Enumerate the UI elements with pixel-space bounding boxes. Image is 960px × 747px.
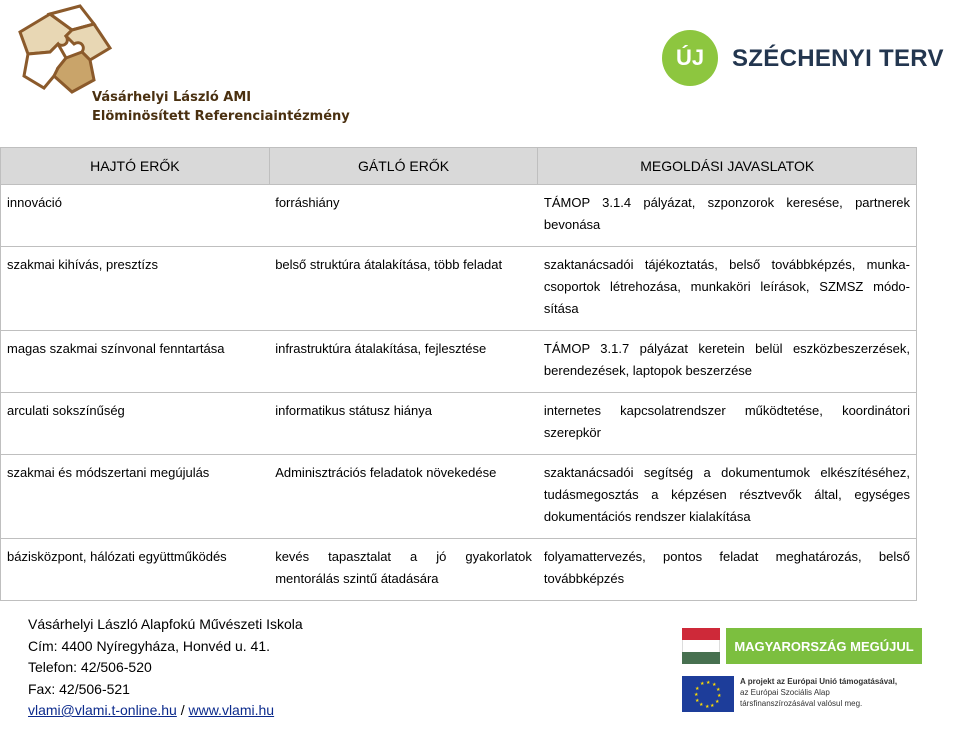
eu-text-line: az Európai Szociális Alap — [740, 688, 830, 697]
cell-restraining: forráshiány — [269, 185, 538, 247]
table-row — [1, 539, 917, 601]
footer-fax: Fax: 42/506-521 — [28, 680, 130, 697]
table-row — [1, 185, 917, 247]
email-link[interactable]: vlami@vlami.t-online.hu — [28, 702, 177, 718]
eu-funding-text — [740, 676, 897, 709]
svg-text:★: ★ — [712, 682, 717, 688]
hungarian-flag-icon — [682, 628, 720, 664]
school-logo-subtitle: Elöminösített Referenciaintézmény — [92, 109, 350, 124]
cell-solution: TÁMOP 3.1.7 pályázat keretein belül eszközbeszerzések, berendezések, laptopok beszerzése — [538, 331, 917, 393]
cell-solution: internetes kapcsolatrendszer működtetése, koordinátori szerepkör — [538, 393, 917, 455]
table-row — [1, 331, 917, 393]
footer-contact — [28, 614, 303, 722]
cell-driving: innováció — [1, 185, 270, 247]
table-row — [1, 247, 917, 331]
svg-text:★: ★ — [706, 680, 711, 686]
school-logo — [8, 2, 350, 130]
cell-restraining: informatikus státusz hiánya — [269, 393, 538, 455]
svg-text:★: ★ — [695, 698, 700, 704]
eu-funding-block — [682, 626, 922, 716]
header-driving-forces: HAJTÓ ERŐK — [1, 148, 270, 185]
cell-restraining: infrastruktúra átalakítása, fejlesztése — [269, 331, 538, 393]
header-solutions: MEGOLDÁSI JAVASLATOK — [538, 148, 917, 185]
cell-driving: bázisközpont, hálózati együttműködés — [1, 539, 270, 601]
footer-school-name: Vásárhelyi László Alapfokú Művészeti Iskola — [28, 616, 303, 632]
cell-driving: szakmai és módszertani megújulás — [1, 455, 270, 539]
svg-text:★: ★ — [717, 693, 722, 699]
szechenyi-terv-logo — [662, 30, 944, 90]
magyarorszag-megujul-banner: MAGYARORSZÁG MEGÚJUL — [726, 628, 922, 664]
cell-restraining: belső struktúra átalakítása, több feladat — [269, 247, 538, 331]
svg-text:★: ★ — [694, 692, 699, 698]
table-header-row — [1, 148, 917, 185]
svg-text:★: ★ — [700, 681, 705, 687]
eu-text-line: társfinanszírozásával valósul meg. — [740, 699, 863, 708]
forces-table — [0, 147, 917, 601]
svg-text:★: ★ — [715, 699, 720, 705]
svg-text:★: ★ — [716, 687, 721, 693]
svg-text:★: ★ — [705, 704, 710, 710]
footer-phone: Telefon: 42/506-520 — [28, 659, 152, 675]
cell-driving: magas szakmai színvonal fenntartása — [1, 331, 270, 393]
svg-text:★: ★ — [699, 702, 704, 708]
szechenyi-badge: ÚJ — [662, 30, 718, 86]
footer-links — [28, 700, 303, 722]
szechenyi-title: SZÉCHENYI TERV — [732, 45, 944, 72]
cell-solution: TÁMOP 3.1.4 pályázat, szponzorok keresése, partnerek bevonása — [538, 185, 917, 247]
cell-driving: szakmai kihívás, presztízs — [1, 247, 270, 331]
eu-text-line: A projekt az Európai Unió támogatásával, — [740, 677, 898, 686]
cell-solution: folyamattervezés, pontos feladat meghatározás, belső továbbképzés — [538, 539, 917, 601]
cell-restraining: Adminisztrációs feladatok növekedése — [269, 455, 538, 539]
school-logo-name: Vásárhelyi László AMI — [92, 90, 252, 105]
link-separator: / — [176, 702, 189, 718]
cell-restraining: kevés tapasztalat a jó gyakorlatok mentorálás szintű átadására — [269, 539, 538, 601]
eu-flag-icon — [682, 676, 734, 712]
table-row — [1, 393, 917, 455]
website-link[interactable]: www.vlami.hu — [188, 702, 275, 718]
svg-text:★: ★ — [710, 703, 715, 709]
puzzle-icon — [10, 2, 120, 94]
cell-solution: szaktanácsadói segítség a dokumentumok elkészítéséhez, tudásmegosztás a képzésen résztvevők által, egységes dokumentációs rendszer kialakítása — [538, 455, 917, 539]
cell-solution: szaktanácsadói tájékoztatás, belső továbbképzés, munka-csoportok létrehozása, munkaköri leírások, SZMSZ módo-sítása — [538, 247, 917, 331]
header-restraining-forces: GÁTLÓ ERŐK — [269, 148, 538, 185]
table-row — [1, 455, 917, 539]
cell-driving: arculati sokszínűség — [1, 393, 270, 455]
footer-address: Cím: 4400 Nyíregyháza, Honvéd u. 41. — [28, 637, 271, 654]
svg-text:★: ★ — [695, 686, 700, 692]
